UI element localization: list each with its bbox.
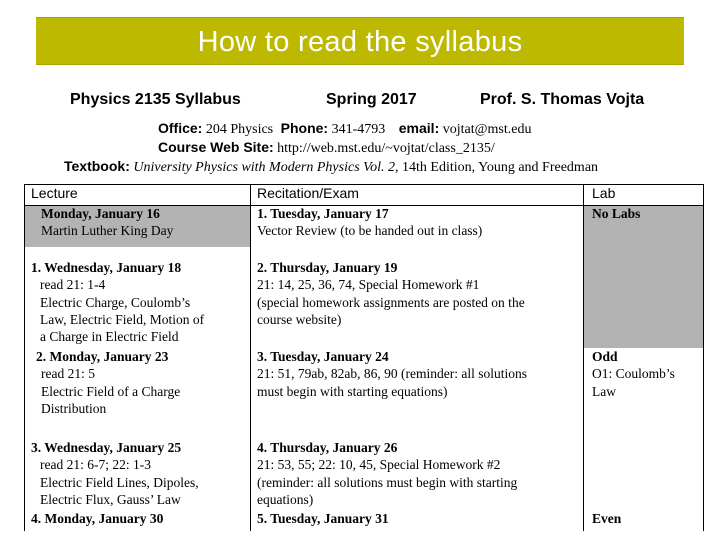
- lecture-line: a Charge in Electric Field: [40, 329, 179, 345]
- lecture-line: read 21: 5: [41, 366, 95, 382]
- table-row-recitation: [257, 348, 527, 400]
- textbook-title: University Physics with Modern Physics Vol. 2,: [133, 160, 399, 175]
- table-row-lab: [592, 205, 640, 222]
- recitation-line: must begin with starting equations): [257, 383, 448, 399]
- website-line: [158, 139, 495, 157]
- table-row-lecture: [36, 348, 180, 417]
- recitation-line: 21: 51, 79ab, 82ab, 86, 90 (reminder: all solutions: [257, 366, 527, 382]
- recitation-title: 3. Tuesday, January 24: [257, 349, 389, 364]
- course-title: Physics 2135 Syllabus: [70, 91, 241, 108]
- col-header-recitation: Recitation/Exam: [257, 185, 359, 201]
- term: Spring 2017: [326, 91, 417, 108]
- lecture-title: 1. Wednesday, January 18: [31, 260, 182, 275]
- col-header-lab: Lab: [592, 185, 616, 201]
- lab-title: Even: [592, 511, 622, 526]
- syllabus-table: [24, 184, 704, 531]
- lecture-title: 2. Monday, January 23: [36, 349, 169, 364]
- table-row-lecture: [31, 439, 199, 508]
- instructor: Prof. S. Thomas Vojta: [480, 91, 645, 108]
- table-row-recitation: [257, 439, 517, 508]
- phone-label: Phone:: [280, 120, 329, 136]
- lecture-line: Electric Flux, Gauss’ Law: [40, 491, 181, 507]
- recitation-title: 1. Tuesday, January 17: [257, 206, 389, 221]
- lecture-line: Electric Field Lines, Dipoles,: [40, 474, 199, 490]
- table-row-lecture: [31, 259, 204, 345]
- table-row-lecture: [41, 205, 173, 240]
- recitation-title: 5. Tuesday, January 31: [257, 511, 389, 526]
- recitation-title: 2. Thursday, January 19: [257, 260, 398, 275]
- lecture-line: read 21: 1-4: [40, 277, 106, 293]
- lecture-line: Electric Field of a Charge: [41, 383, 181, 399]
- recitation-line: equations): [257, 491, 314, 507]
- col-header-lecture: Lecture: [31, 185, 78, 201]
- textbook-edition: 14th Edition, Young and Freedman: [402, 160, 599, 175]
- no-lab-shade: [584, 206, 703, 348]
- email-value[interactable]: vojtat@mst.edu: [442, 122, 532, 137]
- column-divider: [250, 185, 251, 531]
- recitation-line: (reminder: all solutions must begin with starting: [257, 474, 518, 490]
- recitation-line: (special homework assignments are posted on the: [257, 294, 525, 310]
- textbook-line: [64, 158, 598, 176]
- lecture-line: Distribution: [41, 400, 107, 416]
- table-row-recitation: [257, 510, 389, 527]
- office-value: 204 Physics: [205, 122, 274, 137]
- lecture-title: 4. Monday, January 30: [31, 511, 164, 526]
- lecture-title: Monday, January 16: [41, 206, 160, 221]
- column-divider: [583, 185, 584, 531]
- recitation-line: 21: 53, 55; 22: 10, 45, Special Homework #2: [257, 457, 501, 473]
- table-row-lab: [592, 510, 621, 527]
- slide-title: How to read the syllabus: [197, 26, 523, 58]
- table-row-lab: [592, 348, 675, 400]
- lecture-line: Martin Luther King Day: [41, 223, 174, 239]
- email-label: email:: [398, 120, 440, 136]
- lecture-line: Electric Charge, Coulomb’s: [40, 294, 191, 310]
- lab-title: No Labs: [592, 206, 641, 221]
- lab-line: Law: [592, 383, 616, 399]
- lecture-title: 3. Wednesday, January 25: [31, 440, 182, 455]
- lecture-line: Law, Electric Field, Motion of: [40, 311, 205, 327]
- website-link[interactable]: http://web.mst.edu/~vojtat/class_2135/: [277, 141, 495, 156]
- office-label: Office:: [158, 120, 203, 136]
- recitation-line: Vector Review (to be handed out in class): [257, 223, 483, 239]
- recitation-line: 21: 14, 25, 36, 74, Special Homework #1: [257, 277, 480, 293]
- phone-value: 341-4793: [331, 122, 386, 137]
- textbook-label: Textbook:: [64, 158, 130, 174]
- contact-line: [158, 120, 531, 138]
- title-banner: [36, 17, 684, 65]
- table-row-lecture: [31, 510, 163, 527]
- recitation-line: course website): [257, 311, 342, 327]
- lab-line: O1: Coulomb’s: [592, 366, 675, 382]
- table-row-recitation: [257, 205, 482, 240]
- lab-title: Odd: [592, 349, 618, 364]
- website-label: Course Web Site:: [158, 139, 274, 155]
- recitation-title: 4. Thursday, January 26: [257, 440, 398, 455]
- table-row-recitation: [257, 259, 525, 328]
- table-header: [25, 185, 703, 206]
- lecture-line: read 21: 6-7; 22: 1-3: [40, 457, 151, 473]
